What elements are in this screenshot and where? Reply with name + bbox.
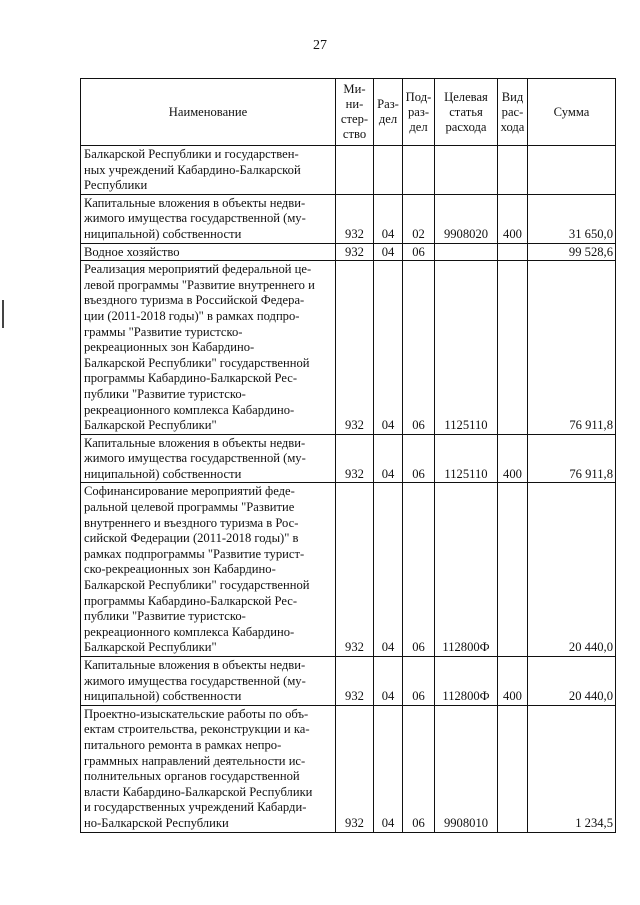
cell-type xyxy=(498,705,528,832)
cell-name: Софинансирование мероприятий феде- ральной целевой программы "Развитие внутреннего и въездного туризма в Рос- сийской Федерации (2011-2018 годы)" в рамках подпрограммы "Развитие турист- ско-рекреационных зон Кабардино- Балкарской Республики" государственной программы Кабардино-Балкарской Рес- публики "Развитие туристско- рекреационного комплекса Кабардино- Балкарской Республики" xyxy=(81,483,336,657)
cell-sum: 76 911,8 xyxy=(528,261,616,435)
cell-sum: 1 234,5 xyxy=(528,705,616,832)
cell-ministry: 932 xyxy=(336,657,374,706)
cell-name: Капитальные вложения в объекты недви- жимого имущества государственной (му- ниципальной) собственности xyxy=(81,657,336,706)
table-row xyxy=(81,243,616,261)
cell-ministry xyxy=(336,146,374,195)
cell-subsection: 06 xyxy=(403,705,435,832)
budget-table xyxy=(80,78,616,833)
header-ministry: Ми- ни- стер- ство xyxy=(336,79,374,146)
cell-ministry: 932 xyxy=(336,434,374,483)
table-row xyxy=(81,705,616,832)
cell-name: Водное хозяйство xyxy=(81,243,336,261)
header-subsection: Под- раз- дел xyxy=(403,79,435,146)
cell-name: Балкарской Республики и государствен- ных учреждений Кабардино-Балкарской Республики xyxy=(81,146,336,195)
page-number: 27 xyxy=(313,38,327,53)
header-row xyxy=(81,79,616,146)
cell-ministry: 932 xyxy=(336,243,374,261)
cell-target: 112800Ф xyxy=(435,483,498,657)
cell-type xyxy=(498,146,528,195)
cell-type xyxy=(498,261,528,435)
cell-subsection: 06 xyxy=(403,261,435,435)
cell-subsection: 02 xyxy=(403,194,435,243)
cell-target: 1125110 xyxy=(435,434,498,483)
scan-edge-mark xyxy=(2,300,4,328)
cell-subsection: 06 xyxy=(403,243,435,261)
cell-subsection xyxy=(403,146,435,195)
table-row xyxy=(81,194,616,243)
cell-sum: 99 528,6 xyxy=(528,243,616,261)
cell-ministry: 932 xyxy=(336,705,374,832)
cell-section: 04 xyxy=(374,434,403,483)
table-body xyxy=(81,146,616,833)
cell-type: 400 xyxy=(498,194,528,243)
cell-name: Реализация мероприятий федеральной це- левой программы "Развитие внутреннего и въездного туризма в Российской Федера- ции (2011-2018 годы)" в рамках подпро- граммы "Развитие туристско- рекреационных зон Кабардино- Балкарской Республики" государственной программы Кабардино-Балкарской Рес- публики "Развитие туристско- рекреационного комплекса Кабардино- Балкарской Республики" xyxy=(81,261,336,435)
cell-sum xyxy=(528,146,616,195)
header-name: Наименование xyxy=(81,79,336,146)
table-row xyxy=(81,146,616,195)
cell-section xyxy=(374,146,403,195)
cell-section: 04 xyxy=(374,705,403,832)
cell-ministry: 932 xyxy=(336,261,374,435)
cell-section: 04 xyxy=(374,657,403,706)
cell-subsection: 06 xyxy=(403,483,435,657)
cell-target: 112800Ф xyxy=(435,657,498,706)
cell-sum: 31 650,0 xyxy=(528,194,616,243)
header-section: Раз- дел xyxy=(374,79,403,146)
cell-target: 9908010 xyxy=(435,705,498,832)
header-type: Вид рас- хода xyxy=(498,79,528,146)
cell-name: Капитальные вложения в объекты недви- жимого имущества государственной (му- ниципальной) собственности xyxy=(81,434,336,483)
cell-type: 400 xyxy=(498,434,528,483)
cell-type xyxy=(498,483,528,657)
cell-sum: 20 440,0 xyxy=(528,657,616,706)
table-row xyxy=(81,261,616,435)
table-row xyxy=(81,434,616,483)
cell-ministry: 932 xyxy=(336,483,374,657)
cell-sum: 76 911,8 xyxy=(528,434,616,483)
cell-name: Капитальные вложения в объекты недви- жимого имущества государственной (му- ниципальной) собственности xyxy=(81,194,336,243)
cell-name: Проектно-изыскательские работы по объ- ектам строительства, реконструкции и ка- питального ремонта в рамках непро- граммных направлений деятельности ис- полнительных органов государственной власти Кабардино-Балкарской Республики и государственных учреждений Кабарди- но-Балкарской Республики xyxy=(81,705,336,832)
cell-type xyxy=(498,243,528,261)
cell-type: 400 xyxy=(498,657,528,706)
cell-sum: 20 440,0 xyxy=(528,483,616,657)
cell-target: 1125110 xyxy=(435,261,498,435)
cell-target xyxy=(435,243,498,261)
cell-section: 04 xyxy=(374,261,403,435)
cell-target xyxy=(435,146,498,195)
cell-subsection: 06 xyxy=(403,657,435,706)
table-row xyxy=(81,483,616,657)
header-sum: Сумма xyxy=(528,79,616,146)
cell-target: 9908020 xyxy=(435,194,498,243)
cell-subsection: 06 xyxy=(403,434,435,483)
cell-ministry: 932 xyxy=(336,194,374,243)
cell-section: 04 xyxy=(374,483,403,657)
cell-section: 04 xyxy=(374,194,403,243)
cell-section: 04 xyxy=(374,243,403,261)
table-row xyxy=(81,657,616,706)
header-target: Целевая статья расхода xyxy=(435,79,498,146)
